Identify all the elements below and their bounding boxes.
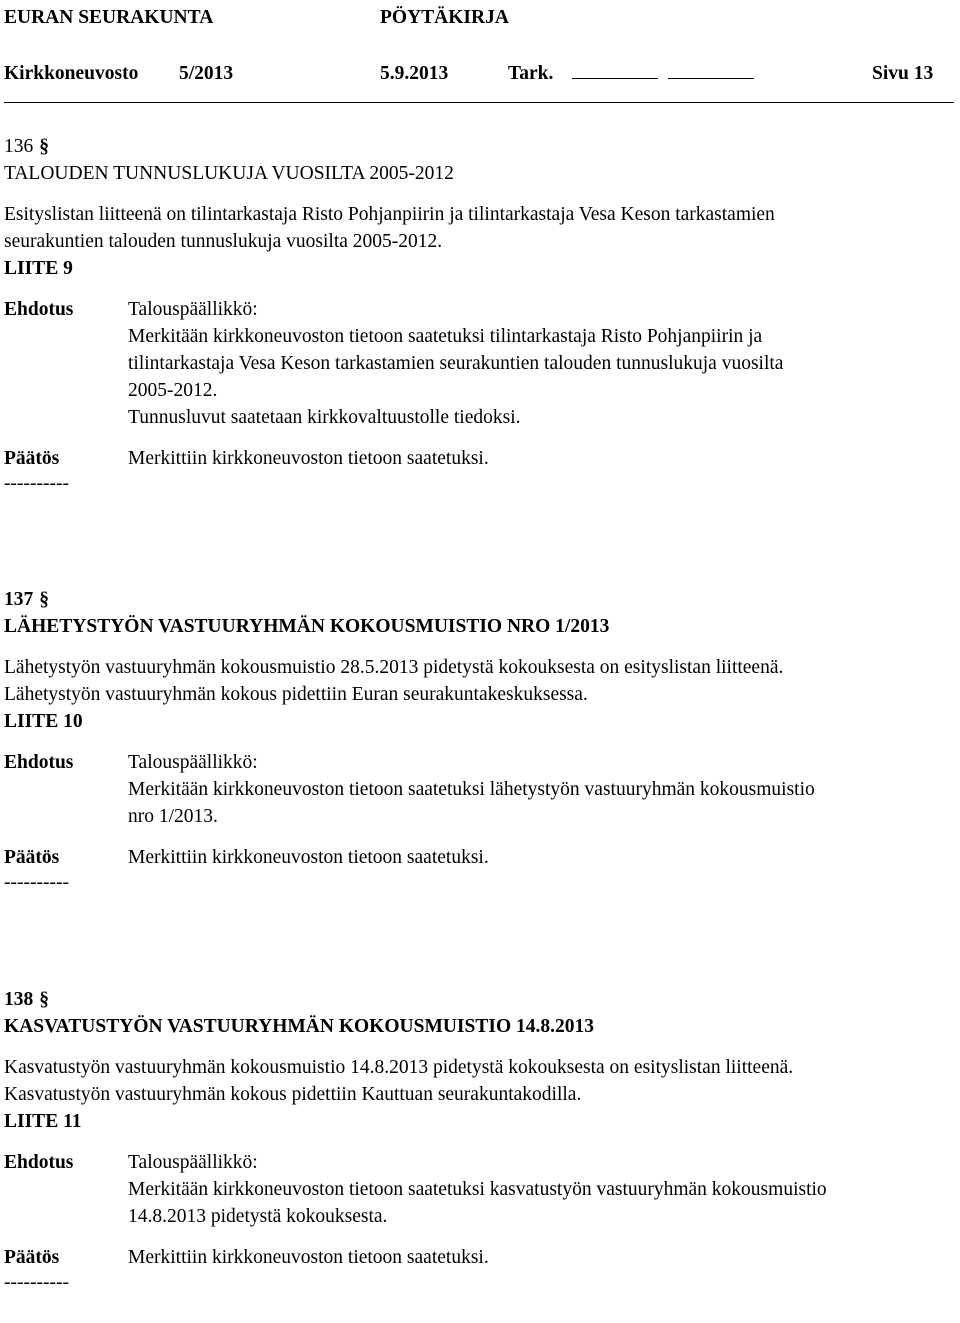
item-136: [4, 133, 954, 497]
decision-text: Merkittiin kirkkoneuvoston tietoon saatetuksi.: [128, 847, 489, 868]
decision-section: [4, 445, 954, 472]
proposal-line: Merkitään kirkkoneuvoston tietoon saatetuksi lähetystyön vastuuryhmän kokousmuistio: [128, 779, 815, 800]
proposal-label: Ehdotus: [4, 1152, 74, 1173]
decision-label: Päätös: [4, 448, 60, 469]
proposal-line: 14.8.2013 pidetystä kokouksesta.: [128, 1206, 388, 1227]
check-signature-line-2: [668, 60, 754, 87]
proposal-section: [4, 1149, 954, 1230]
proposal-line: Merkitään kirkkoneuvoston tietoon saatetuksi tilintarkastaja Risto Pohjanpiirin ja: [128, 326, 763, 347]
section-sign: §: [39, 589, 49, 610]
proposal-line: Merkitään kirkkoneuvoston tietoon saatetuksi kasvatustyön vastuuryhmän kokousmuistio: [128, 1179, 827, 1200]
item-title: LÄHETYSTYÖN VASTUURYHMÄN KOKOUSMUISTIO NRO 1/2013: [4, 616, 610, 637]
item-137: [4, 586, 954, 896]
attachment-ref: LIITE 9: [4, 258, 73, 279]
check-label: Tark.: [508, 63, 554, 84]
intro-line: Lähetystyön vastuuryhmän kokousmuistio 28.5.2013 pidetystä kokouksesta on esityslistan liitteenä.: [4, 657, 784, 678]
proposal-line: tilintarkastaja Vesa Keson tarkastamien seurakuntien talouden tunnuslukuja vuosilta: [128, 353, 784, 374]
separator: ----------: [4, 1272, 69, 1293]
item-number: 137: [4, 589, 34, 610]
proposal-label: Ehdotus: [4, 752, 74, 773]
proposal-line: nro 1/2013.: [128, 806, 218, 827]
item-138: [4, 986, 954, 1296]
proposal-line: Tunnusluvut saatetaan kirkkovaltuustolle tiedoksi.: [128, 407, 521, 428]
attachment-ref: LIITE 11: [4, 1111, 82, 1132]
check-signature-line-1: [572, 60, 658, 87]
proposal-line: 2005-2012.: [128, 380, 218, 401]
proposal-line: Talouspäällikkö:: [128, 299, 258, 320]
attachment-ref: LIITE 10: [4, 711, 83, 732]
meeting-body: Kirkkoneuvosto: [4, 63, 139, 84]
doc-type: PÖYTÄKIRJA: [380, 7, 509, 28]
intro-line: Esityslistan liitteenä on tilintarkastaja Risto Pohjanpiirin ja tilintarkastaja Vesa Keson tarkastamien: [4, 204, 775, 225]
intro-line: Lähetystyön vastuuryhmän kokous pidettiin Euran seurakuntakeskuksessa.: [4, 684, 588, 705]
decision-section: [4, 1244, 954, 1271]
header-rule: [4, 102, 954, 103]
decision-text: Merkittiin kirkkoneuvoston tietoon saatetuksi.: [128, 448, 489, 469]
separator: ----------: [4, 473, 69, 494]
intro-line: Kasvatustyön vastuuryhmän kokousmuistio 14.8.2013 pidetystä kokouksesta on esityslistan liitteenä.: [4, 1057, 794, 1078]
decision-label: Päätös: [4, 1247, 60, 1268]
intro-line: Kasvatustyön vastuuryhmän kokous pidettiin Kauttuan seurakuntakodilla.: [4, 1084, 582, 1105]
org-name: EURAN SEURAKUNTA: [4, 7, 214, 28]
meeting-date: 5.9.2013: [380, 63, 449, 84]
proposal-line: Talouspäällikkö:: [128, 752, 258, 773]
meeting-number: 5/2013: [179, 63, 234, 84]
section-sign: §: [39, 989, 49, 1010]
proposal-section: [4, 749, 954, 830]
decision-section: [4, 844, 954, 871]
proposal-label: Ehdotus: [4, 299, 74, 320]
header-row-2: [4, 56, 954, 84]
proposal-line: Talouspäällikkö:: [128, 1152, 258, 1173]
document-page: [4, 0, 954, 1293]
proposal-section: [4, 296, 954, 431]
intro-line: seurakuntien talouden tunnuslukuja vuosilta 2005-2012.: [4, 231, 443, 252]
item-number: 138: [4, 989, 34, 1010]
section-sign: §: [39, 136, 49, 157]
decision-label: Päätös: [4, 847, 60, 868]
item-number: 136: [4, 136, 34, 157]
item-title: TALOUDEN TUNNUSLUKUJA VUOSILTA 2005-2012: [4, 163, 454, 184]
page-number: Sivu 13: [872, 63, 934, 84]
separator: ----------: [4, 872, 69, 893]
item-title: KASVATUSTYÖN VASTUURYHMÄN KOKOUSMUISTIO 14.8.2013: [4, 1016, 595, 1037]
header-row-1: [4, 0, 954, 28]
decision-text: Merkittiin kirkkoneuvoston tietoon saatetuksi.: [128, 1247, 489, 1268]
